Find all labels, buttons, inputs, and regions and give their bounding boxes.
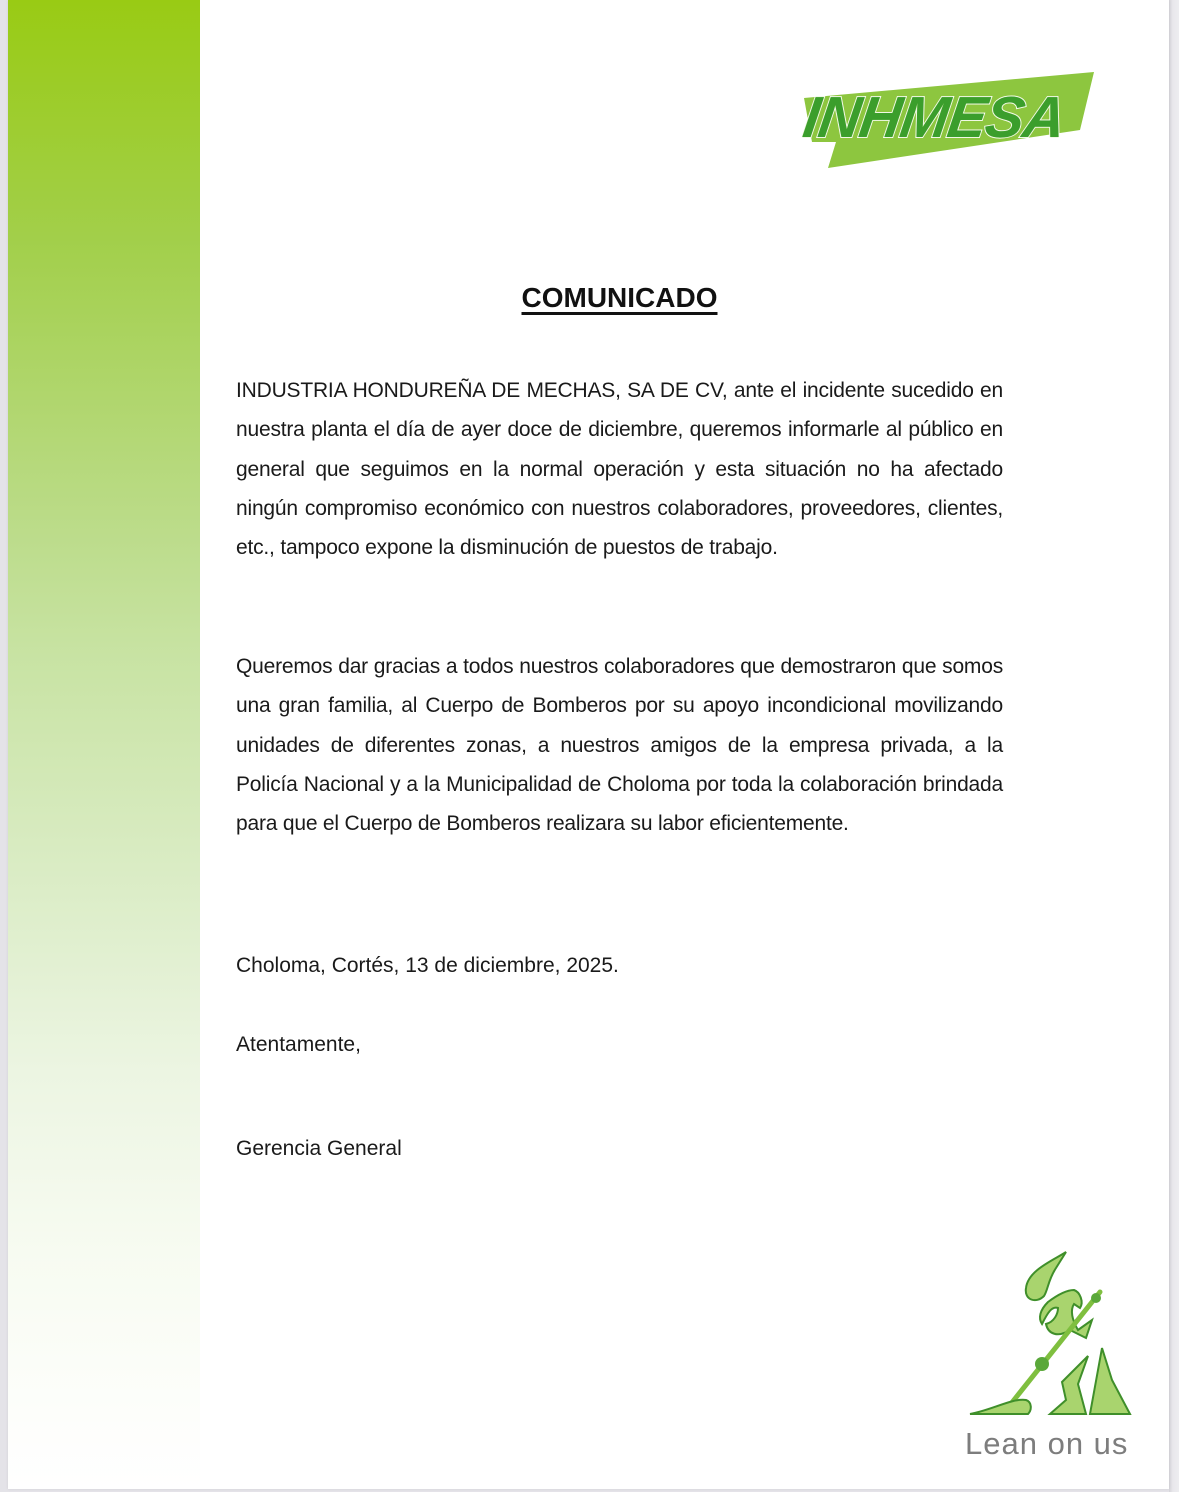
body-paragraph-1: INDUSTRIA HONDUREÑA DE MECHAS, SA DE CV, ante el incidente sucedido en nuestra planta el día de ayer doce de diciembre, queremos informarle al público en general que seguimos en la normal operación y esta situación no ha afectado ningún compromiso económico con nuestros colaboradores, proveedores, clientes, etc., tampoco expone la disminución de puestos de trabajo. bbox=[236, 379, 1003, 560]
place-date: Choloma, Cortés, 13 de diciembre, 2025. bbox=[236, 954, 619, 977]
logo-text: INHMESA bbox=[799, 85, 1070, 150]
body-paragraph-2: Queremos dar gracias a todos nuestros colaboradores que demostraron que somos una gran familia, al Cuerpo de Bomberos por su apoyo incondicional movilizando unidades de diferentes zonas, a nuestros amigos de la empresa privada, a la Policía Nacional y a la Municipalidad de Choloma por toda la colaboración brindada para que el Cuerpo de Bomberos realizara su labor eficientemente. bbox=[236, 655, 1003, 836]
green-side-band bbox=[8, 0, 200, 1489]
page-right-edge bbox=[1169, 0, 1179, 1492]
inhmesa-logo bbox=[798, 68, 1110, 172]
signature: Gerencia General bbox=[236, 1137, 402, 1160]
closing: Atentamente, bbox=[236, 1033, 361, 1056]
document-title: COMUNICADO bbox=[521, 282, 718, 313]
mop-worker-mascot-icon bbox=[962, 1250, 1142, 1420]
slogan: Lean on us bbox=[965, 1426, 1129, 1461]
